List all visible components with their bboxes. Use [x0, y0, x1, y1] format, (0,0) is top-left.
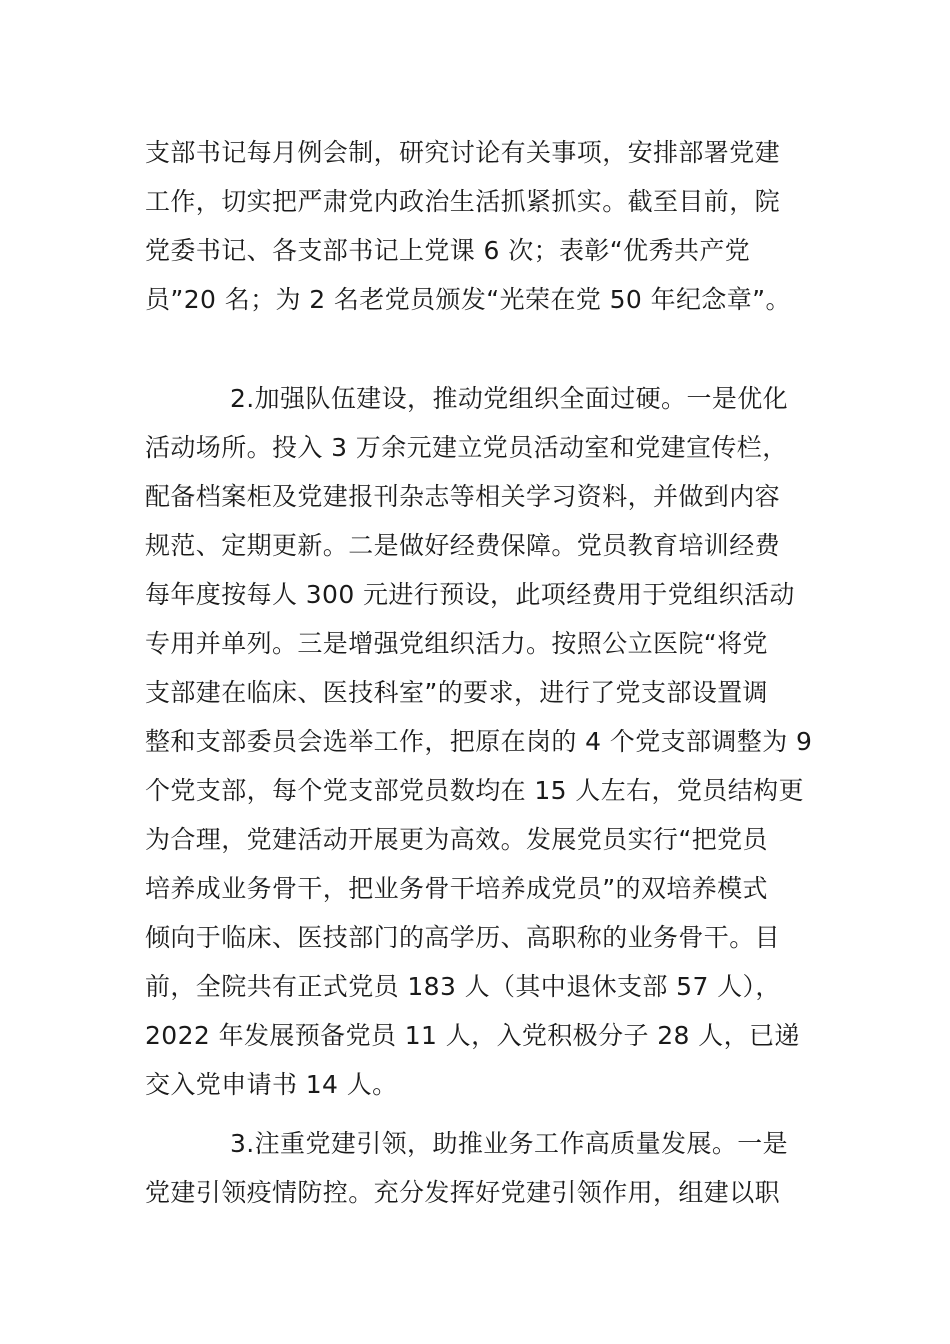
section-heading-line: 3.注重党建引领，助推业务工作高质量发展。一是 [230, 1129, 789, 1158]
paragraph-line: 党委书记、各支部书记上党课 6 次；表彰“优秀共产党 [145, 236, 751, 265]
paragraph-line: 支部建在临床、医技科室”的要求，进行了党支部设置调 [145, 678, 768, 707]
paragraph-line: 整和支部委员会选举工作，把原在岗的 4 个党支部调整为 9 [145, 727, 813, 756]
paragraph-line: 2022 年发展预备党员 11 人，入党积极分子 28 人，已递 [145, 1021, 800, 1050]
paragraph-line: 为合理，党建活动开展更为高效。发展党员实行“把党员 [145, 825, 768, 854]
paragraph-line: 支部书记每月例会制，研究讨论有关事项，安排部署党建 [145, 138, 781, 167]
paragraph-line: 专用并单列。三是增强党组织活力。按照公立医院“将党 [145, 629, 768, 658]
paragraph-line: 配备档案柜及党建报刊杂志等相关学习资料，并做到内容 [145, 482, 781, 511]
section-heading-line: 2.加强队伍建设，推动党组织全面过硬。一是优化 [230, 384, 789, 413]
paragraph-line: 活动场所。投入 3 万余元建立党员活动室和党建宣传栏， [145, 433, 788, 462]
paragraph-line: 培养成业务骨干，把业务骨干培养成党员”的双培养模式 [145, 874, 768, 903]
paragraph-line: 前，全院共有正式党员 183 人（其中退休支部 57 人）， [145, 972, 781, 1001]
paragraph-line: 交入党申请书 14 人。 [145, 1070, 398, 1099]
paragraph-line: 每年度按每人 300 元进行预设，此项经费用于党组织活动 [145, 580, 795, 609]
paragraph-line: 规范、定期更新。二是做好经费保障。党员教育培训经费 [145, 531, 781, 560]
paragraph-line: 个党支部，每个党支部党员数均在 15 人左右，党员结构更 [145, 776, 804, 805]
paragraph-line: 倾向于临床、医技部门的高学历、高职称的业务骨干。目 [145, 923, 781, 952]
paragraph-line: 员”20 名；为 2 名老党员颁发“光荣在党 50 年纪念章”。 [145, 285, 791, 314]
paragraph-line: 党建引领疫情防控。充分发挥好党建引领作用，组建以职 [145, 1178, 781, 1207]
paragraph-line: 工作，切实把严肃党内政治生活抓紧抓实。截至目前，院 [145, 187, 781, 216]
